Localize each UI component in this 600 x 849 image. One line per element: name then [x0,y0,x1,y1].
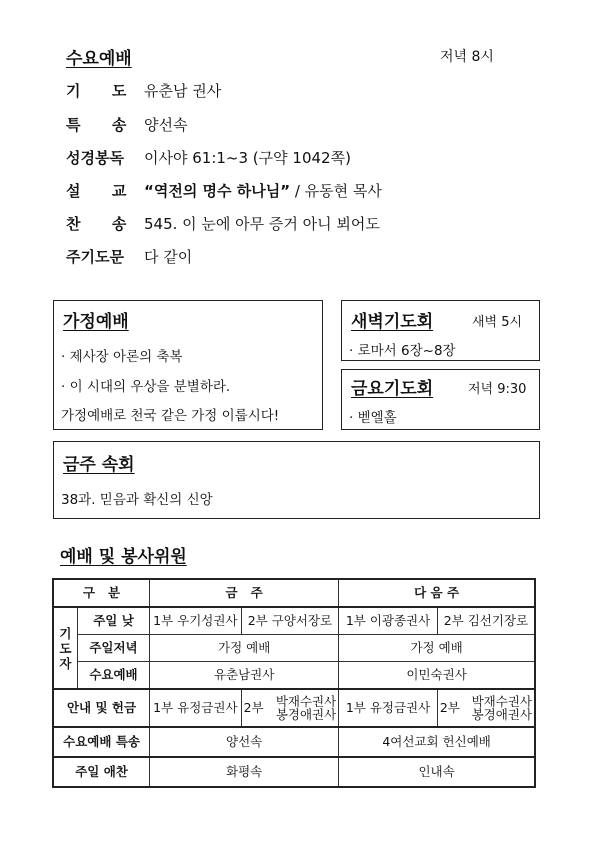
wed-special-next: 4여선교회 헌신예배 [339,727,535,757]
wednesday-this: 유춘남권사 [150,662,339,690]
sunday-flower-next: 인내속 [339,757,535,787]
dawn-prayer-line: · 로마서 6장~8장 [349,343,456,359]
dawn-prayer-box [341,300,540,361]
sunday-evening-next: 가정 예배 [339,635,535,662]
dawn-prayer-time: 새벽 5시 [472,315,523,330]
family-worship-box [53,300,323,430]
friday-prayer-title: 금요기도회 [351,379,434,399]
guide-next-2b: 봉경애권사 [471,707,532,722]
lords-prayer-value: 다 같이 [144,248,193,266]
hymn-value: 545. 이 눈에 아무 증거 아니 뵈어도 [144,215,380,233]
wednesday-time: 저녁 8시 [440,49,494,65]
wed-special-label: 수요예배 특송 [53,727,150,757]
sunday-day-this-2: 2부 구양서장로 [241,607,339,635]
sunday-day-next-1: 1부 이광종권사 [339,607,438,635]
sermon-title: “역전의 명수 하나님” [144,182,291,200]
guide-next-2a: 박재수권사 [471,694,532,709]
guide-this-2 [241,689,339,727]
guide-next-2 [437,689,535,727]
sunday-evening-label: 주일저녁 [77,635,149,662]
family-line-1: · 제사장 아론의 축복 [61,349,183,365]
special-song-value: 양선속 [144,116,188,134]
wednesday-next: 이민숙권사 [339,662,535,690]
table-row [53,689,535,727]
friday-prayer-time: 저녁 9:30 [468,382,527,397]
table-row [53,635,535,662]
sunday-flower-label: 주일 애찬 [53,757,150,787]
table-row [53,579,535,607]
header-category: 구 분 [53,579,150,607]
sermon-label: 설 교 [66,182,127,200]
guide-this-1: 1부 유정금권사 [150,689,242,727]
table-row [53,662,535,690]
header-this-week: 금 주 [150,579,339,607]
sunday-evening-this: 가정 예배 [150,635,339,662]
family-line-3: 가정예배로 천국 같은 가정 이룹시다! [61,408,280,424]
sunday-day-this-1: 1부 우기성권사 [150,607,242,635]
sermon-value [144,180,382,201]
cell-meeting-line: 38과. 믿음과 확신의 신앙 [61,492,213,508]
prayer-label: 기 도 [66,82,127,100]
lords-prayer-label: 주기도문 [66,248,124,266]
table-row [53,757,535,787]
guide-next-1: 1부 유정금권사 [339,689,438,727]
sunday-day-label: 주일 낮 [77,607,149,635]
friday-prayer-box [341,369,540,430]
roster-title: 예배 및 봉사위원 [60,547,187,567]
guide-this-2-prefix: 2부 [243,700,264,715]
cell-meeting-box [53,441,540,519]
cell-meeting-title: 금주 속회 [63,455,135,475]
header-next-week: 다 음 주 [339,579,535,607]
family-worship-title: 가정예배 [63,312,129,332]
scripture-value: 이사야 61:1~3 (구약 1042쪽) [144,149,351,167]
wed-special-this: 양선속 [150,727,339,757]
guide-this-2a: 박재수권사 [275,694,337,709]
prayer-value: 유춘남 권사 [144,82,222,100]
family-line-2: · 이 시대의 우상을 분별하라. [61,379,231,395]
sunday-day-next-2: 2부 김선기장로 [437,607,535,635]
table-row [53,727,535,757]
wednesday-title: 수요예배 [66,49,132,69]
table-row [53,607,535,635]
wednesday-label: 수요예배 [77,662,149,690]
guide-this-2b: 봉경애권사 [275,707,337,722]
special-song-label: 특 송 [66,116,127,134]
dawn-prayer-title: 새벽기도회 [351,312,434,332]
sermon-preacher: / 유동현 목사 [290,182,382,200]
guide-label: 안내 및 헌금 [53,689,150,727]
roster-table [52,578,536,788]
sunday-flower-this: 화평속 [150,757,339,787]
prayer-group-label: 기 도 자 [53,607,77,689]
guide-next-2-prefix: 2부 [439,700,460,715]
friday-prayer-line: · 벧엘홀 [349,410,397,426]
scripture-label: 성경봉독 [66,149,124,167]
hymn-label: 찬 송 [66,215,127,233]
